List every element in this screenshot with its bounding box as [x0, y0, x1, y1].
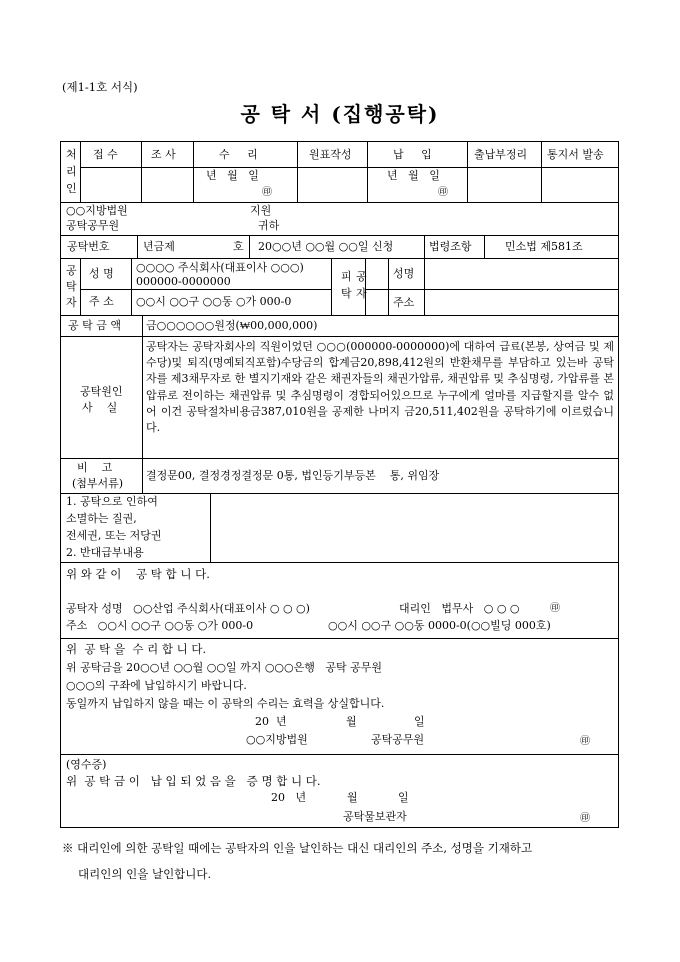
rights-line-4: 2. 반대급부내용	[66, 546, 144, 559]
footnote-line-1: ※ 대리인에 의한 공탁일 때에는 공탁자의 인을 날인하는 대신 대리인의 주소, 성명을 기재하고	[62, 841, 533, 855]
receipt-seal: ㊞	[580, 813, 590, 824]
accept-seal: ㊞	[262, 187, 272, 198]
header-cash-record: 출납부정리	[474, 148, 528, 161]
depositor-name-label: 성 명	[89, 267, 114, 280]
rights-line-2: 소멸하는 질권,	[66, 512, 137, 525]
header-receipt: 접 수	[93, 148, 118, 161]
declaration-agent-address: ○○시 ○○구 ○○동 0000-0(○○빌딩 000호)	[328, 619, 551, 632]
law-value: 민소법 제581조	[505, 240, 583, 253]
depositee-address-label: 주소	[393, 296, 415, 309]
depositee-name-label: 성명	[393, 267, 415, 280]
acceptance-line-1: 위 공 탁 을 수 리 합 니 다.	[66, 642, 207, 656]
acceptance-year: 20 년	[255, 715, 287, 728]
header-review: 조 사	[151, 148, 176, 161]
court-officer: 공탁공무원	[66, 219, 120, 232]
cause-text: 공탁자는 공탁자회사의 직원이었던 ○○○(000000-0000000)에 대하여 급료(본봉, 상여금 및 제수당)및 퇴직(명예퇴직포함)수당금의 합계금20,898,412원의 반환채무를 부담하고 있는바 공탁자를 제3채무자로 한 별지기재와 같은 채권자들의 채권가압류, 채권압류 및 추심명령, 가압류를 본압류로 전이하는 채권압류 및 추심명령이 경합되어있으므로 누구에게 얼마를 지급할지를 알수 없어 이건 공탁절차비용금387,010원을 공제한 나머지 금20,511,402원을 공탁하기에 이르렀습니다.	[146, 340, 614, 435]
receipt-statement: 위 공 탁 금 이 납 입 되 었 음 을 증 명 합 니 다.	[66, 774, 321, 788]
payment-date-field: 년 월 일	[387, 169, 440, 182]
rights-line-1: 1. 공탁으로 인하여	[66, 495, 158, 508]
declaration-address: 주소 ○○시 ○○구 ○○동 ○가 000-0	[66, 619, 254, 632]
court-name: ○○지방법원	[66, 204, 128, 217]
acceptance-court: ○○지방법원	[246, 733, 308, 746]
law-label: 법령조항	[429, 240, 472, 253]
amount-label: 공 탁 금 액	[68, 319, 121, 332]
depositor-name: ○○○○ 주식회사(대표이사 ○○○)	[136, 261, 304, 274]
deposit-number-label: 공탁번호	[67, 240, 110, 253]
footnote-line-2: 대리인의 인을 날인합니다.	[78, 867, 212, 881]
header-payment: 납 입	[393, 148, 432, 161]
header-ledger: 원표작성	[309, 148, 352, 161]
receipt-month: 월	[347, 791, 358, 804]
court-branch: 지원	[250, 204, 272, 217]
agent-seal: ㊞	[550, 603, 560, 614]
deposit-ho-label: 호	[233, 240, 244, 253]
acceptance-line-2: 위 공탁금을 20○○년 ○○월 ○○일 까지 ○○○은행 공탁 공무원	[66, 661, 382, 674]
receipt-year: 20 년	[271, 791, 307, 804]
accept-date-field: 년 월 일	[206, 169, 259, 182]
form-number: (제1-1호 서식)	[62, 80, 138, 94]
acceptance-officer: 공탁공무원	[371, 733, 425, 746]
footnote	[62, 835, 622, 887]
amount-value: 금○○○○○○원정(₩00,000,000)	[146, 319, 318, 332]
deposit-date: 20○○년 ○○월 ○○일 신청	[258, 240, 394, 253]
acceptance-day: 일	[414, 715, 425, 728]
page-title: 공 탁 서 (집행공탁)	[240, 102, 440, 126]
acceptance-month: 월	[346, 715, 357, 728]
declaration-line: 위 와 같 이 공 탁 합 니 다.	[66, 567, 210, 581]
acceptance-line-4: 동일까지 납입하지 않을 때는 이 공탁의 수리는 효력을 상실합니다.	[66, 697, 385, 710]
declaration-depositor: 공탁자 성명 ○○산업 주식회사(대표이사 ○ ○ ○)	[66, 602, 310, 615]
cause-label: 공탁원인	[80, 385, 123, 398]
acceptance-line-3: ○○○의 구좌에 납입하시기 바랍니다.	[66, 679, 247, 692]
receipt-title: (영수증)	[66, 758, 107, 771]
depositor-id: 000000-0000000	[136, 275, 231, 288]
declaration-agent: 대리인 법무사 ○ ○ ○	[399, 602, 520, 615]
receipt-keeper: 공탁물보관자	[343, 810, 407, 823]
rights-line-3: 전세권, 또는 저당권	[66, 529, 162, 542]
cause-label-2: 사 실	[82, 401, 118, 414]
depositor-address-label: 주 소	[89, 295, 114, 308]
remarks-label: 비 고	[77, 461, 113, 474]
depositor-address: ○○시 ○○구 ○○동 ○가 000-0	[136, 295, 292, 308]
remarks-label-2: (첨부서류)	[72, 477, 124, 490]
court-addressee: 귀하	[258, 219, 280, 232]
header-notice: 통지서 발송	[547, 148, 604, 161]
acceptance-seal: ㊞	[580, 736, 590, 747]
header-accept: 수 리	[219, 148, 258, 161]
remarks-value: 결정문00, 결정경정결정문 0통, 법인등기부등본 통, 위임장	[146, 469, 440, 482]
receipt-day: 일	[398, 791, 409, 804]
payment-seal: ㊞	[438, 187, 448, 198]
deposit-year-label: 년금제	[143, 240, 175, 253]
